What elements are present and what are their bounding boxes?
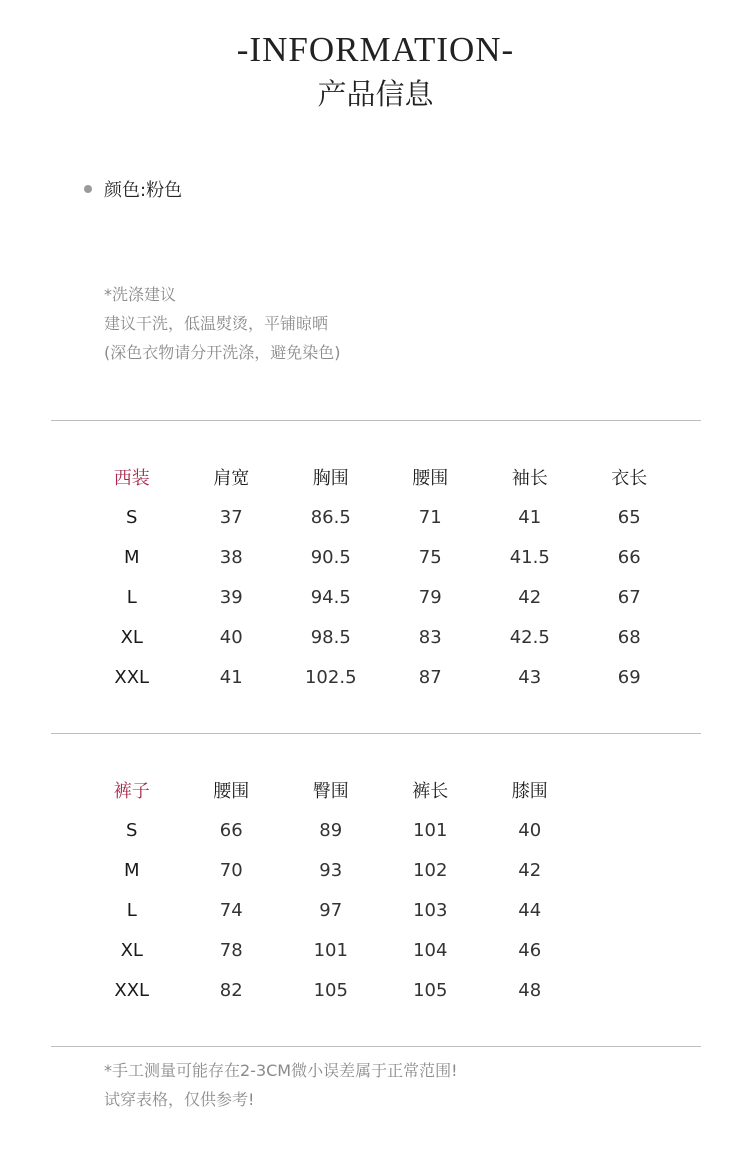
disclaimer-line: 试穿表格，仅供参考!	[104, 1090, 255, 1109]
table-cell: 105	[313, 979, 348, 1001]
table-cell: 48	[518, 979, 542, 1001]
table-row	[82, 970, 580, 1010]
table-cell: 78	[219, 939, 243, 961]
measurement-disclaimer	[104, 1056, 458, 1114]
table-cell: 41	[518, 506, 542, 528]
table-cell: 93	[319, 859, 343, 881]
table-cell: 79	[418, 586, 442, 608]
table-row	[82, 850, 580, 890]
table-cell: 42	[518, 859, 542, 881]
table-cell: 46	[518, 939, 542, 961]
table-cell: 101	[413, 819, 448, 841]
care-note-line: 建议干洗，低温熨烫，平铺晾晒	[104, 314, 329, 333]
table-header-cell: 西装	[113, 468, 150, 489]
table-cell: 44	[518, 899, 542, 921]
bullet-dot-icon	[84, 185, 92, 193]
table-cell: 66	[219, 819, 243, 841]
table-cell: 40	[219, 626, 243, 648]
table-cell: 68	[617, 626, 641, 648]
table-cell: 67	[617, 586, 641, 608]
table-header-cell: 臀围	[312, 781, 349, 802]
table-row	[82, 810, 580, 850]
color-label: 颜色:粉色	[104, 180, 183, 201]
table-row	[82, 657, 679, 697]
table-cell: 39	[219, 586, 243, 608]
table-cell: L	[126, 586, 137, 608]
table-cell: 65	[617, 506, 641, 528]
table-cell: M	[123, 859, 140, 881]
table-cell: 103	[413, 899, 448, 921]
table-cell: 98.5	[310, 626, 351, 648]
table-cell: 102.5	[304, 666, 357, 688]
table-cell: XXL	[114, 979, 150, 1001]
table-cell: 70	[219, 859, 243, 881]
table-header-cell: 腰围	[412, 468, 449, 489]
table-cell: 40	[518, 819, 542, 841]
table-cell: 94.5	[310, 586, 351, 608]
table-header-row	[82, 457, 679, 497]
table-cell: 66	[617, 546, 641, 568]
table-row	[82, 577, 679, 617]
table-cell: 90.5	[310, 546, 351, 568]
table-cell: M	[123, 546, 140, 568]
table-cell: 41.5	[509, 546, 550, 568]
care-note-line: *洗涤建议	[104, 285, 177, 304]
table-cell: 105	[413, 979, 448, 1001]
table-cell: XL	[120, 939, 143, 961]
table-cell: 41	[219, 666, 243, 688]
table-cell: S	[126, 819, 138, 841]
table-cell: 82	[219, 979, 243, 1001]
table-cell: 104	[413, 939, 448, 961]
table-header-cell: 胸围	[312, 468, 349, 489]
table-cell: 74	[219, 899, 243, 921]
table-row	[82, 930, 580, 970]
table-cell: 75	[418, 546, 442, 568]
table-row	[82, 537, 679, 577]
table-row	[82, 890, 580, 930]
table-cell: L	[126, 899, 137, 921]
pants-size-table	[82, 770, 580, 1010]
divider	[51, 420, 701, 421]
care-notes	[104, 280, 341, 367]
table-cell: 37	[219, 506, 243, 528]
table-cell: 43	[518, 666, 542, 688]
table-header-cell: 衣长	[611, 468, 648, 489]
table-cell: 71	[418, 506, 442, 528]
table-row	[82, 617, 679, 657]
divider	[51, 1046, 701, 1047]
table-cell: 87	[418, 666, 442, 688]
table-header-cell: 袖长	[511, 468, 548, 489]
table-cell: 89	[319, 819, 343, 841]
table-cell: 69	[617, 666, 641, 688]
table-cell: 38	[219, 546, 243, 568]
table-header-row	[82, 770, 580, 810]
page-title-en: -INFORMATION-	[236, 30, 515, 69]
table-cell: 97	[319, 899, 343, 921]
table-cell: S	[126, 506, 138, 528]
suit-size-table	[82, 457, 679, 697]
page-title-cn: 产品信息	[317, 77, 434, 111]
table-cell: 101	[313, 939, 348, 961]
care-note-line: (深色衣物请分开洗涤，避免染色)	[104, 343, 341, 362]
table-row	[82, 497, 679, 537]
table-header-cell: 肩宽	[213, 468, 250, 489]
table-header-cell: 裤长	[412, 781, 449, 802]
table-cell: XL	[120, 626, 143, 648]
table-header-cell: 膝围	[511, 781, 548, 802]
table-cell: 86.5	[310, 506, 351, 528]
table-cell: 42.5	[509, 626, 550, 648]
table-cell: XXL	[114, 666, 150, 688]
color-info	[84, 176, 182, 202]
disclaimer-line: *手工测量可能存在2-3CM微小误差属于正常范围!	[104, 1061, 458, 1080]
table-header-cell: 腰围	[213, 781, 250, 802]
divider	[51, 733, 701, 734]
table-cell: 83	[418, 626, 442, 648]
table-header-cell: 裤子	[113, 781, 150, 802]
table-cell: 102	[413, 859, 448, 881]
table-cell: 42	[518, 586, 542, 608]
